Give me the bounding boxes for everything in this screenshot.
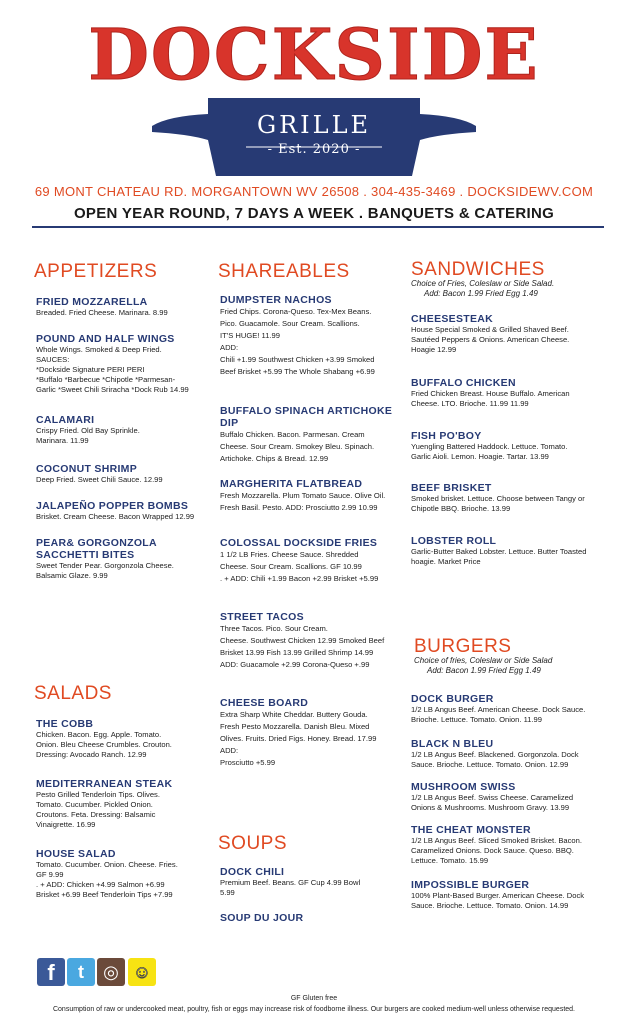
soups-title: SOUPS: [218, 833, 288, 854]
item-desc: Garlic *Sweet Chili Sriracha *Dock Rub 14.99: [36, 385, 189, 394]
item-desc: *Dockside Signature PERI PERI: [36, 365, 145, 374]
item-name: LOBSTER ROLL: [411, 535, 497, 547]
item-desc: Brisket 13.99 Fish 13.99 Grilled Shrimp 14.99: [220, 648, 374, 657]
item-desc: 100% Plant-Based Burger. American Cheese. Dock: [411, 891, 585, 900]
item-desc: Whole Wings. Smoked & Deep Fried.: [36, 345, 162, 354]
sandwiches-item: [411, 377, 621, 409]
item-name: MEDITERRANEAN STEAK: [36, 778, 173, 790]
sandwiches-item: [411, 535, 621, 567]
item-name: HOUSE SALAD: [36, 848, 116, 860]
item-desc: Fresh Pesto Mozzarella. Danish Bleu. Mixed: [220, 722, 370, 731]
item-desc: Hoagie 12.99: [411, 345, 457, 354]
item-desc: Brisket. Cream Cheese. Bacon Wrapped 12.99: [36, 512, 195, 521]
burgers-item: [411, 879, 621, 911]
item-desc: Extra Sharp White Cheddar. Buttery Gouda.: [220, 710, 368, 719]
shareables-item: [220, 294, 410, 378]
sandwiches-addons: Add: Bacon 1.99 Fried Egg 1.49: [424, 289, 538, 298]
item-desc: 1/2 LB Angus Beef. Swiss Cheese. Caramelized: [411, 793, 574, 802]
item-desc: Crispy Fried. Old Bay Sprinkle.: [36, 426, 140, 435]
item-desc: ADD:: [220, 746, 239, 755]
item-desc: Sauce. Brioche. Lettuce. Tomato. Onion. 12.99: [411, 760, 569, 769]
item-name: FISH PO'BOY: [411, 430, 482, 442]
item-name: BUFFALO CHICKEN: [411, 377, 516, 389]
burgers-item: [411, 738, 621, 770]
item-desc: Chipotle BBQ. Brioche. 13.99: [411, 504, 511, 513]
item-desc: Garlic Aioli. Lemon. Hoagie. Tartar. 13.99: [411, 452, 549, 461]
item-name: BEEF BRISKET: [411, 482, 492, 494]
snapchat-icon[interactable]: [128, 958, 156, 986]
item-desc: Tomato. Cucumber. Onion. Cheese. Fries.: [36, 860, 178, 869]
instagram-glyph: ◎: [103, 962, 119, 982]
burgers-title: BURGERS: [414, 636, 512, 657]
item-name: JALAPEÑO POPPER BOMBS: [36, 500, 189, 512]
item-desc: 1/2 LB Angus Beef. American Cheese. Dock Sauce.: [411, 705, 586, 714]
item-desc: . + ADD: Chicken +4.99 Salmon +6.99: [36, 880, 165, 889]
item-desc: Olives. Fruits. Dried Figs. Honey. Bread. 17.99: [220, 734, 377, 743]
contact-line: 69 MONT CHATEAU RD. MORGANTOWN WV 26508 . 304-435-3469 . DOCKSIDEWV.COM: [34, 184, 594, 199]
item-name: MARGHERITA FLATBREAD: [220, 478, 363, 490]
item-desc: ADD:: [220, 343, 239, 352]
established-date: - Est. 2020 -: [267, 142, 361, 157]
item-desc: 1/2 LB Angus Beef. Sliced Smoked Brisket. Bacon.: [411, 836, 582, 845]
item-desc: Chicken. Bacon. Egg. Apple. Tomato.: [36, 730, 162, 739]
item-desc: ADD: Guacamole +2.99 Corona-Queso +.99: [220, 660, 370, 669]
item-desc: Sweet Tender Pear. Gorgonzola Cheese.: [36, 561, 174, 570]
item-desc: Sauce. Brioche. Lettuce. Tomato. Onion. 14.99: [411, 901, 569, 910]
item-desc: Caramelized Onions. Dock Sauce. Queso. BBQ.: [411, 846, 574, 855]
item-desc: Smoked brisket. Lettuce. Choose between Tangy or: [411, 494, 585, 503]
item-desc: Pico. Guacamole. Sour Cream. Scallions.: [220, 319, 360, 328]
item-desc: SAUCES:: [36, 355, 70, 364]
shareables-item: [220, 478, 410, 514]
shareables-item: [220, 611, 410, 671]
item-name: IMPOSSIBLE BURGER: [411, 879, 530, 891]
salads-title: SALADS: [34, 683, 112, 704]
burgers-item: [411, 781, 621, 813]
item-desc: Sautéed Peppers & Onions. American Cheese.: [411, 335, 570, 344]
item-name: THE CHEAT MONSTER: [411, 824, 531, 836]
snapchat-glyph: ☺: [132, 962, 152, 982]
brand-name: DOCKSIDE: [88, 13, 540, 96]
sandwiches-note: Choice of Fries, Coleslaw or Side Salad.: [411, 279, 555, 288]
item-name: DUMPSTER NACHOS: [220, 294, 332, 306]
item-desc: Croutons. Feta. Dressing: Balsamic: [36, 810, 156, 819]
item-desc: Garlic-Butter Baked Lobster. Lettuce. Butter Toasted: [411, 547, 587, 556]
salads-item: [36, 778, 216, 830]
facebook-glyph: f: [47, 960, 55, 985]
item-desc: Fried Chicken Breast. House Buffalo. American: [411, 389, 570, 398]
food-safety-disclaimer: Consumption of raw or undercooked meat, poultry, fish or eggs may increase risk of foodborne illness. Our burgers are cooked medium-well unless otherwise requested.: [52, 1006, 575, 1013]
hours-line: OPEN YEAR ROUND, 7 DAYS A WEEK . BANQUETS & CATERING: [73, 205, 555, 222]
appetizers-title: APPETIZERS: [34, 261, 158, 282]
header-divider: [32, 226, 604, 228]
item-name: STREET TACOS: [220, 611, 304, 623]
item-desc: 1 1/2 LB Fries. Cheese Sauce. Shredded: [220, 550, 359, 559]
item-desc: Cheese. Sour Cream. Scallions. GF 10.99: [220, 562, 362, 571]
item-desc: Cheese. Southwest Chicken 12.99 Smoked Beef: [220, 636, 385, 645]
brand-subtitle: GRILLE: [256, 111, 372, 139]
item-desc: House Special Smoked & Grilled Shaved Beef.: [411, 325, 569, 334]
item-name: BUFFALO SPINACH ARTICHOKE DIP: [220, 405, 393, 429]
item-name: CHEESE BOARD: [220, 697, 309, 709]
gluten-free-legend: GF Gluten free: [290, 995, 338, 1002]
sandwiches-item: [411, 482, 621, 514]
appetizers-item: [36, 333, 216, 395]
item-desc: Onions & Mushrooms. Mushroom Gravy. 13.99: [411, 803, 570, 812]
item-desc: Dressing: Avocado Ranch. 12.99: [36, 750, 147, 759]
item-desc: Artichoke. Chips & Bread. 12.99: [220, 454, 329, 463]
soups-item: [220, 866, 410, 898]
item-desc: Three Tacos. Pico. Sour Cream.: [220, 624, 328, 633]
burgers-item: [411, 824, 621, 866]
soups-item: [220, 912, 410, 924]
appetizers-item: [36, 414, 216, 446]
burgers-addons: Add: Bacon 1.99 Fried Egg 1.49: [427, 666, 541, 675]
item-name: PEAR& GORGONZOLA: [36, 537, 157, 549]
appetizers-item: [36, 500, 216, 522]
item-name: CHEESESTEAK: [411, 313, 494, 325]
item-name: COLOSSAL DOCKSIDE FRIES: [220, 537, 378, 549]
sandwiches-item: [411, 430, 621, 462]
shareables-item: [220, 697, 410, 769]
item-desc: Cheese. Sour Cream. Smokey Bleu. Spinach.: [220, 442, 375, 451]
item-name: DOCK CHILI: [220, 866, 285, 878]
item-desc: Deep Fried. Sweet Chili Sauce. 12.99: [36, 475, 163, 484]
appetizers-item: [36, 296, 216, 318]
item-desc: Tomato. Cucumber. Pickled Onion.: [36, 800, 153, 809]
item-desc: GF 9.99: [36, 870, 64, 879]
item-desc: Pesto Grilled Tenderloin Tips. Olives.: [36, 790, 160, 799]
item-desc: 5.99: [220, 888, 235, 897]
item-desc: Breaded. Fried Cheese. Marinara. 8.99: [36, 308, 168, 317]
item-desc: . + ADD: Chili +1.99 Bacon +2.99 Brisket +5.99: [220, 574, 379, 583]
item-desc: IT'S HUGE! 11.99: [220, 331, 280, 340]
sandwiches-item: [411, 313, 621, 355]
item-desc: Lettuce. Tomato. 15.99: [411, 856, 489, 865]
item-name: MUSHROOM SWISS: [411, 781, 516, 793]
item-name: CALAMARI: [36, 414, 95, 426]
item-desc: Chili +1.99 Southwest Chicken +3.99 Smoked: [220, 355, 375, 364]
item-desc: Yuengling Battered Haddock. Lettuce. Tomato.: [411, 442, 568, 451]
item-name: SOUP DU JOUR: [220, 912, 304, 924]
shareables-item: [220, 405, 410, 465]
burgers-note: Choice of fries, Coleslaw or Side Salad: [414, 656, 553, 665]
item-desc: Brioche. Lettuce. Tomato. Onion. 11.99: [411, 715, 543, 724]
item-desc: Onion. Bleu Cheese Crumbles. Crouton.: [36, 740, 172, 749]
item-desc: hoagie. Market Price: [411, 557, 481, 566]
burgers-item: [411, 693, 621, 725]
appetizers-item: [36, 463, 216, 485]
item-name: FRIED MOZZARELLA: [36, 296, 148, 308]
item-desc: Beef Brisket +5.99 The Whole Shabang +6.99: [220, 367, 375, 376]
item-desc: Premium Beef. Beans. GF Cup 4.99 Bowl: [220, 878, 361, 887]
item-desc: Brisket +6.99 Beef Tenderloin Tips +7.99: [36, 890, 173, 899]
item-desc: Fresh Mozzarella. Plum Tomato Sauce. Olive Oil.: [220, 491, 386, 500]
item-desc: Vinaigrette. 16.99: [36, 820, 96, 829]
facebook-icon[interactable]: [37, 958, 65, 986]
twitter-glyph: t: [78, 962, 84, 982]
item-name: SACCHETTI BITES: [36, 549, 135, 561]
salads-item: [36, 718, 216, 760]
item-name: COCONUT SHRIMP: [36, 463, 138, 475]
instagram-icon[interactable]: [97, 958, 125, 986]
item-name: DOCK BURGER: [411, 693, 494, 705]
item-desc: 1/2 LB Angus Beef. Blackened. Gorgonzola. Dock: [411, 750, 579, 759]
twitter-icon[interactable]: [67, 958, 95, 986]
salads-item: [36, 848, 216, 900]
appetizers-item: [36, 537, 216, 581]
item-desc: *Buffalo *Barbecue *Chipotle *Parmesan-: [36, 375, 176, 384]
sandwiches-title: SANDWICHES: [411, 259, 545, 280]
item-desc: Cheese. LTO. Brioche. 11.99 11.99: [411, 399, 529, 408]
item-desc: Fresh Basil. Pesto. ADD: Prosciutto 2.99 10.99: [220, 503, 378, 512]
item-desc: Prosciutto +5.99: [220, 758, 276, 767]
item-desc: Buffalo Chicken. Bacon. Parmesan. Cream: [220, 430, 365, 439]
item-desc: Fried Chips. Corona-Queso. Tex-Mex Beans.: [220, 307, 372, 316]
shareables-item: [220, 537, 410, 585]
item-desc: Balsamic Glaze. 9.99: [36, 571, 108, 580]
item-name: POUND AND HALF WINGS: [36, 333, 175, 345]
shareables-title: SHAREABLES: [218, 261, 350, 282]
item-name: THE COBB: [36, 718, 94, 730]
item-name: BLACK N BLEU: [411, 738, 494, 750]
item-desc: Marinara. 11.99: [36, 436, 89, 445]
